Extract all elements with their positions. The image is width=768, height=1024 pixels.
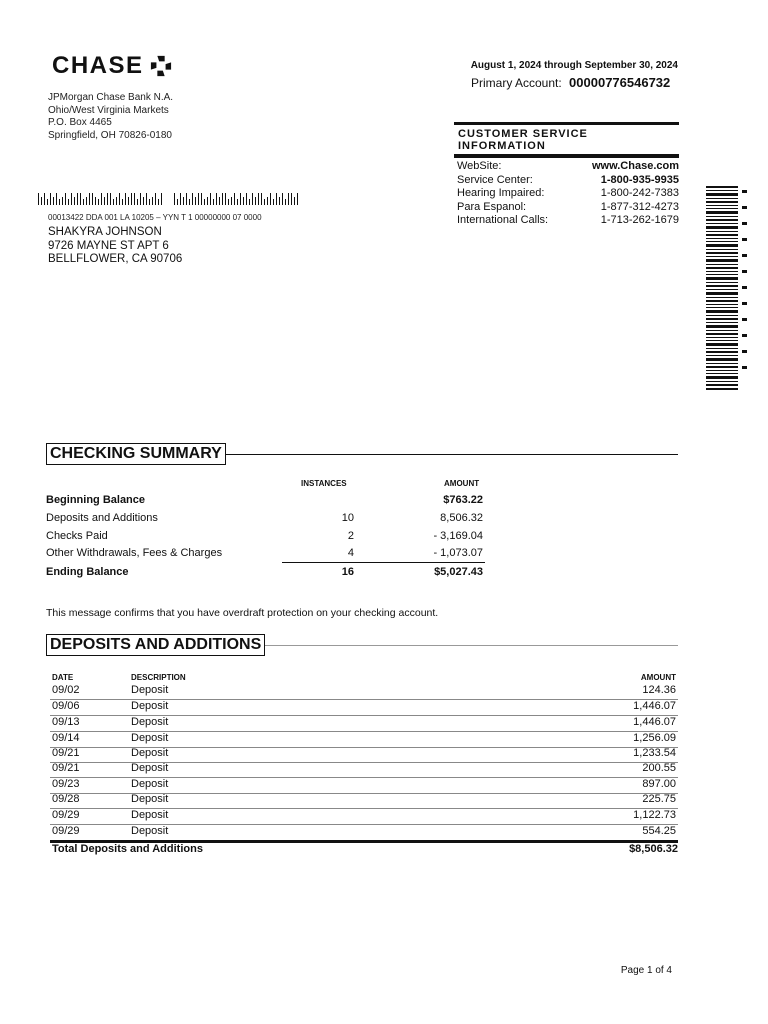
csi-label: Para Espanol:	[457, 200, 527, 213]
deposit-description: Deposit	[131, 778, 169, 790]
csi-phone: 1-713-262-1679	[600, 214, 679, 226]
bank-address	[48, 92, 173, 142]
table-row	[50, 824, 678, 840]
summary-instances: 16	[341, 566, 354, 578]
table-row	[50, 683, 678, 700]
table-row	[50, 808, 678, 825]
deposit-amount: 124.36	[642, 684, 676, 696]
checking-summary-header	[46, 443, 678, 465]
section-title: CHECKING SUMMARY	[46, 443, 226, 465]
deposit-description: Deposit	[131, 732, 169, 744]
csi-label: Service Center:	[457, 173, 533, 186]
octagon-logo-icon	[150, 55, 172, 77]
col-header-instances: INSTANCES	[301, 479, 347, 488]
deposits-total-amount: $8,506.32	[629, 843, 678, 855]
section-title: DEPOSITS AND ADDITIONS	[46, 634, 265, 656]
deposit-date: 09/23	[52, 778, 80, 790]
summary-amount: - 3,169.04	[433, 530, 483, 542]
summary-label: Beginning Balance	[46, 494, 146, 506]
csi-phone: 1-800-935-9935	[600, 173, 679, 186]
table-row	[50, 761, 678, 778]
table-row	[50, 715, 678, 732]
deposit-amount: 1,122.73	[633, 809, 676, 821]
deposits-total-label: Total Deposits and Additions	[52, 843, 203, 855]
summary-amount: 8,506.32	[440, 512, 483, 524]
recipient-address	[48, 226, 182, 267]
deposit-date: 09/02	[52, 684, 80, 696]
summary-row-beginning-balance	[46, 494, 486, 511]
col-header-amount: AMOUNT	[444, 479, 480, 488]
deposit-date: 09/28	[52, 793, 80, 805]
summary-label: Deposits and Additions	[46, 512, 158, 524]
deposit-description: Deposit	[131, 716, 169, 728]
primary-account-number: 00000776546732	[569, 75, 671, 90]
vertical-barcode	[706, 186, 748, 390]
summary-row-deposits	[46, 512, 486, 529]
summary-amount: $5,027.43	[434, 566, 483, 578]
deposit-date: 09/21	[52, 747, 80, 759]
deposits-header	[46, 634, 678, 656]
deposit-date: 09/14	[52, 732, 80, 744]
deposit-description: Deposit	[131, 700, 169, 712]
deposit-date: 09/29	[52, 809, 80, 821]
summary-instances: 2	[347, 530, 354, 542]
col-header-amount: AMOUNT	[640, 673, 676, 682]
deposit-amount: 1,256.09	[633, 732, 676, 744]
recipient-name: SHAKYRA JOHNSON	[48, 226, 162, 238]
statement-period: August 1, 2024 through September 30, 2024	[470, 60, 678, 71]
divider	[454, 154, 679, 158]
customer-service-box	[454, 122, 679, 228]
primary-account	[471, 75, 670, 90]
deposit-amount: 1,446.07	[633, 700, 676, 712]
summary-instances: 4	[347, 547, 354, 559]
bank-address-line: JPMorgan Chase Bank N.A.	[48, 92, 174, 103]
bank-address-line: Ohio/West Virginia Markets	[48, 104, 169, 116]
csi-label: Hearing Impaired:	[457, 187, 545, 199]
recipient-city: BELLFLOWER, CA 90706	[48, 253, 183, 265]
deposit-description: Deposit	[131, 809, 169, 821]
primary-account-label: Primary Account:	[471, 76, 562, 90]
page-number: Page 1 of 4	[620, 965, 672, 976]
deposit-amount: 200.55	[642, 762, 676, 774]
summary-label: Checks Paid	[46, 530, 108, 542]
deposit-amount: 554.25	[642, 825, 676, 837]
bank-address-line: Springfield, OH 70826-0180	[48, 129, 172, 141]
deposit-amount: 225.75	[642, 793, 676, 805]
recipient-street: 9726 MAYNE ST APT 6	[48, 239, 169, 252]
summary-label: Other Withdrawals, Fees & Charges	[46, 547, 223, 559]
postal-barcode	[38, 193, 300, 205]
deposit-date: 09/06	[52, 700, 80, 712]
col-header-description: DESCRIPTION	[131, 673, 186, 682]
logo-text: CHASE	[52, 52, 144, 79]
csi-phone: 1-800-242-7383	[600, 187, 679, 199]
col-header-date: DATE	[52, 673, 74, 682]
deposit-amount: 1,446.07	[633, 716, 676, 728]
csi-row-para-espanol	[454, 201, 679, 215]
divider	[226, 454, 678, 455]
summary-row-checks-paid	[46, 530, 486, 547]
deposit-date: 09/21	[52, 762, 80, 774]
csi-label: International Calls:	[457, 214, 549, 226]
summary-label: Ending Balance	[46, 566, 129, 578]
table-row	[50, 699, 678, 716]
csi-label: WebSite:	[457, 160, 502, 172]
deposit-description: Deposit	[131, 825, 169, 837]
chase-logo	[52, 52, 172, 80]
summary-amount: $763.22	[443, 494, 483, 506]
csi-row-service-center	[454, 174, 679, 188]
deposit-description: Deposit	[131, 793, 169, 805]
csi-row-international	[454, 214, 679, 228]
deposit-amount: 897.00	[642, 778, 676, 790]
bank-address-line: P.O. Box 4465	[48, 117, 112, 128]
website-link[interactable]: www.Chase.com	[591, 160, 679, 172]
deposit-date: 09/29	[52, 825, 80, 837]
deposit-description: Deposit	[131, 762, 169, 774]
summary-amount: - 1,073.07	[433, 547, 483, 559]
table-row	[50, 792, 678, 809]
csi-row-hearing-impaired	[454, 187, 679, 201]
divider	[265, 645, 678, 646]
mailing-code-line: 00013422 DDA 001 LA 10205 – YYN T 1 00000000 07 0000	[48, 213, 262, 222]
deposit-description: Deposit	[131, 684, 169, 696]
deposit-amount: 1,233.54	[633, 747, 676, 759]
summary-instances: 10	[341, 512, 354, 524]
csi-row-website	[454, 160, 679, 174]
customer-service-title: CUSTOMER SERVICE INFORMATION	[458, 128, 588, 152]
summary-row-ending-balance	[46, 566, 486, 583]
divider	[282, 562, 485, 563]
overdraft-message: This message confirms that you have overdraft protection on your checking account.	[46, 607, 439, 619]
deposits-total-row	[52, 843, 678, 855]
csi-phone: 1-877-312-4273	[600, 200, 679, 213]
deposit-description: Deposit	[131, 747, 169, 759]
deposit-date: 09/13	[52, 716, 80, 728]
